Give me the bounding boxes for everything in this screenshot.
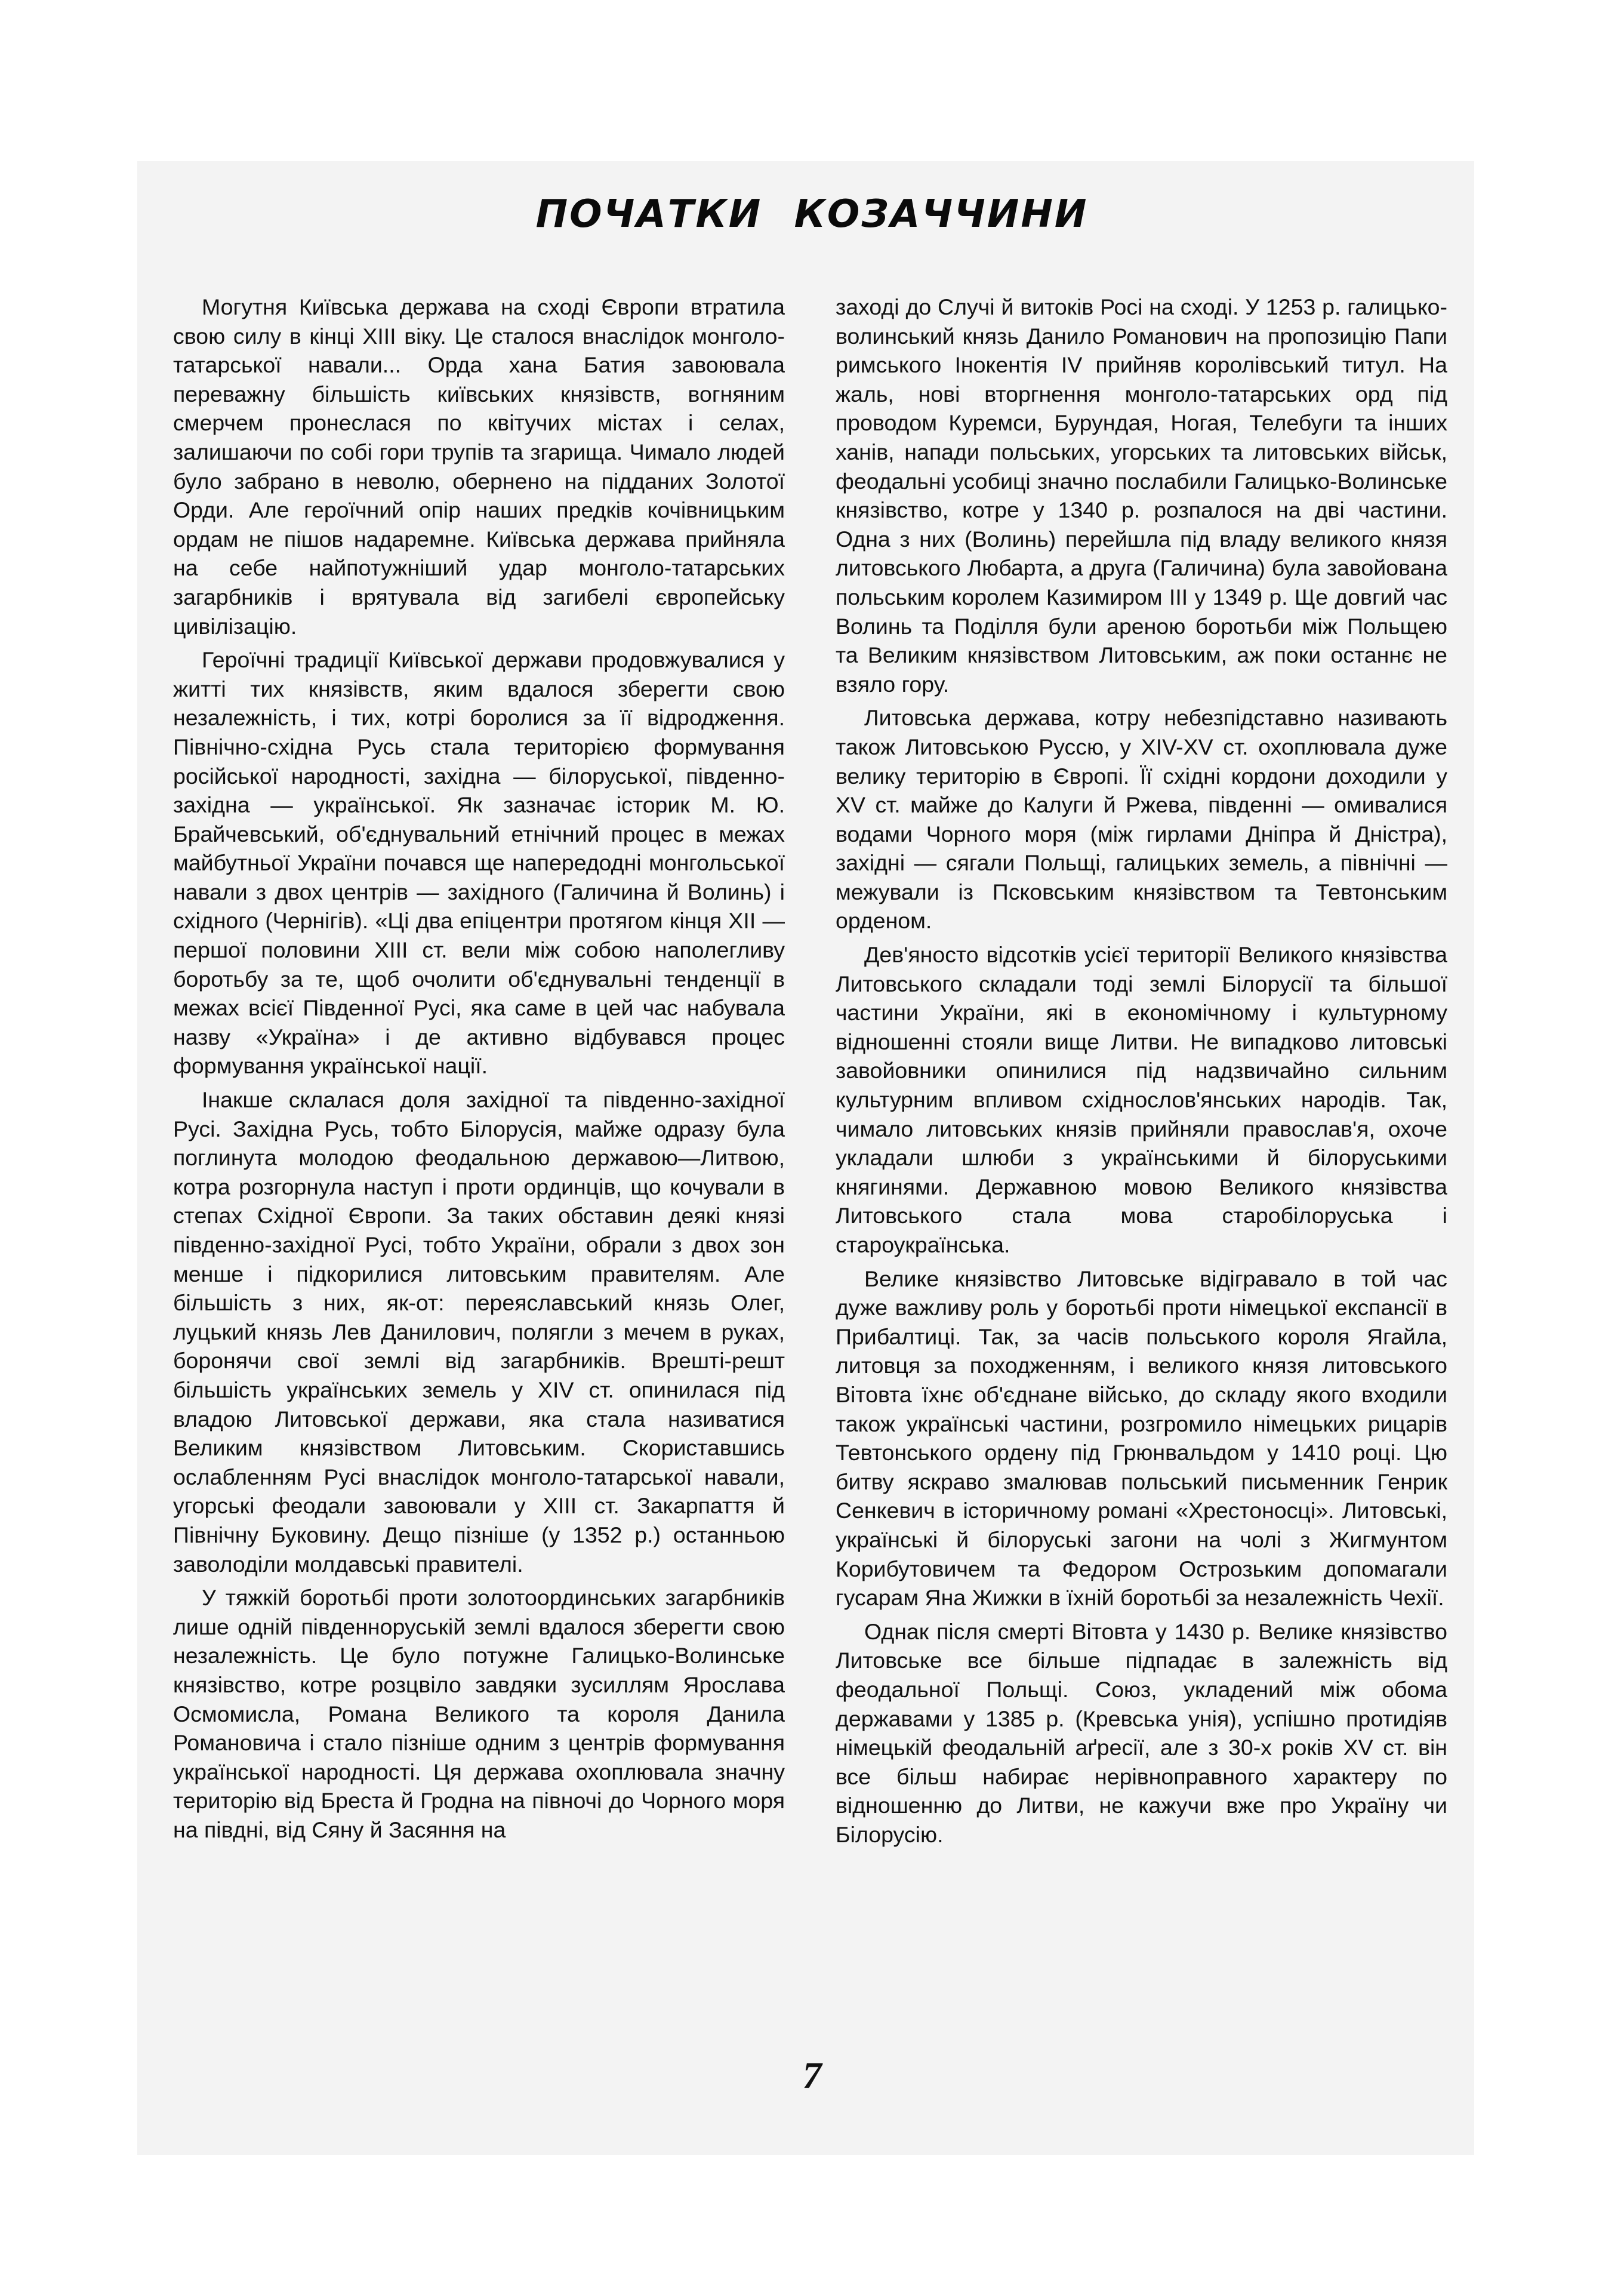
- paragraph-continuation: заході до Случі й витоків Росі на сході. У 1253 р. галицько-волинський князь Данило Романович на пропозицію Папи римського Інокентія IV прийняв королівський титул. На жаль, нові вторгнення монголо-татарських орд під проводом Куремси, Бурундая, Ногая, Телебуги та інших ханів, напади польських, угорських та литовських військ, феодальні усобиці значно послабили Галицько-Волинське князівство, котре у 1340 р. розпалося на дві частини. Одна з них (Волинь) перейшла під владу великого князя литовського Любарта, а друга (Галичина) була завойована польським королем Казимиром III у 1349 р. Ще довгий час Волинь та Поділля були ареною боротьби між Польщею та Великим князівством Литовським, аж поки останнє не взяло гору.: [836, 294, 1447, 697]
- right-text-column: [836, 293, 1447, 1854]
- chapter-title: ПОЧАТКИ КОЗАЧЧИНИ: [535, 192, 1089, 236]
- paragraph: Могутня Київська держава на сході Європи втратила свою силу в кінці XIII віку. Це сталося внаслідок монголо-татарської навали... Орда хана Батия завоювала переважну більшість київських князівств, вогняним смерчем пронеслася по квітучих містах і селах, залишаючи по собі гори трупів та згарища. Чимало людей було забрано в неволю, обернено на підданих Золотої Орди. Але героїчний опір наших предків кочівницьким ордам не пішов надаремне. Київська держава прийняла на себе найпотужніший удар монголо-татарських загарбників і врятувала від загибелі європейську цивілізацію.: [173, 294, 785, 639]
- page-number: 7: [802, 2054, 822, 2097]
- paragraph: Литовська держава, котру небезпідставно називають також Литовською Руссю, у XIV-XV ст. охоплювала дуже велику територію в Європі. Її східні кордони доходили у XV ст. майже до Калуги й Ржева, південні — омивалися водами Чорного моря (між гирлами Дніпра й Дністра), західні — сягали Польщі, галицьких земель, а північні — межували із Псковським князівством та Тевтонським орденом.: [836, 705, 1447, 934]
- paragraph: Дев'яносто відсотків усієї території Великого князівства Литовського складали тоді землі Білорусії та більшої частини України, які в економічному і культурному відношенні стояли вище Литви. Не випадково литовські завойовники опинилися під надзвичайно сильним культурним впливом східнослов'янських народів. Так, чимало литовських князів прийняли православ'я, охоче укладали шлюби з українськими й білоруськими княгинями. Державною мовою Великого князівства Литовського стала мова старобілоруська і староукраїнська.: [836, 942, 1447, 1257]
- paragraph: Інакше склалася доля західної та південно-західної Русі. Західна Русь, тобто Білорусія, майже одразу була поглинута молодою феодальною державою—Литвою, котра розгорнула наступ і проти ординців, що кочували в степах Східної Європи. За таких обставин деякі князі південно-західної Русі, тобто України, обрали з двох зон менше і підкорилися литовським правителям. Але більшість з них, як-от: переяславський князь Олег, луцький князь Лев Данилович, полягли з мечем в руках, боронячи свої землі від загарбників. Врешті-решт більшість українських земель у XIV ст. опинилася під владою Литовської держави, яка стала називатися Великим князівством Литовським. Скориставшись ослабленням Русі внаслідок монголо-татарської навали, угорські феодали завоювали у XIII ст. Закарпаття й Північну Буковину. Дещо пізніше (у 1352 р.) останньою заволоділи молдавські правителі.: [173, 1087, 785, 1577]
- paragraph: Велике князівство Литовське відігравало в той час дуже важливу роль у боротьбі проти німецької експансії в Прибалтиці. Так, за часів польського короля Ягайла, литовця за походженням, і великого князя литовського Вітовта їхнє об'єднане військо, до складу якого входили також українські частини, розгромило німецьких рицарів Тевтонського ордену під Грюнвальдом у 1410 році. Цю битву яскраво змалював польський письменник Генрик Сенкевич в історичному романі «Хрестоносці». Литовські, українські й білоруські загони на чолі з Жигмунтом Корибутовичем та Федором Острозьким допомагали гусарам Яна Жижки в їхній боротьбі за незалежність Чехії.: [836, 1266, 1447, 1611]
- paragraph: Однак після смерті Вітовта у 1430 р. Велике князівство Литовське все більше підпадає в залежність від феодальної Польщі. Союз, укладений між обома державами у 1385 р. (Кревська унія), успішно протидіяв німецькій феодальній аґресії, але з 30-х років XV ст. він все більш набирає нерівноправного характеру по відношенню до Литви, не кажучи вже про Україну чи Білорусію.: [836, 1618, 1447, 1847]
- paragraph: У тяжкій боротьбі проти золотоординських загарбників лише одній південноруській землі вдалося зберегти свою незалежність. Це було потужне Галицько-Волинське князівство, котре розцвіло завдяки зусиллям Ярослава Осмомисла, Романа Великого та короля Данила Романовича і стало пізніше одним з центрів формування української народності. Ця держава охоплювала значну територію від Бреста й Гродна на півночі до Чорного моря на півдні, від Сяну й Засяння на: [173, 1585, 785, 1842]
- left-text-column: [173, 293, 785, 1849]
- paragraph: Героїчні традиції Київської держави продовжувалися у житті тих князівств, яким вдалося зберегти свою незалежність, і тих, котрі боролися за її відродження. Північно-східна Русь стала територією формування російської народності, західна — білоруської, південно-західна — української. Як зазначає історик М. Ю. Брайчевський, об'єднувальний етнічний процес в межах майбутньої України почався ще напередодні монгольської навали з двох центрів — західного (Галичина й Волинь) і східного (Чернігів). «Ці два епіцентри протягом кінця XII — першої половини XIII ст. вели між собою наполегливу боротьбу за те, щоб очолити об'єднувальні тенденції в межах всієї Південної Русі, яка саме в цей час набувала назву «Україна» і де активно відбувався процес формування української нації.: [173, 647, 785, 1079]
